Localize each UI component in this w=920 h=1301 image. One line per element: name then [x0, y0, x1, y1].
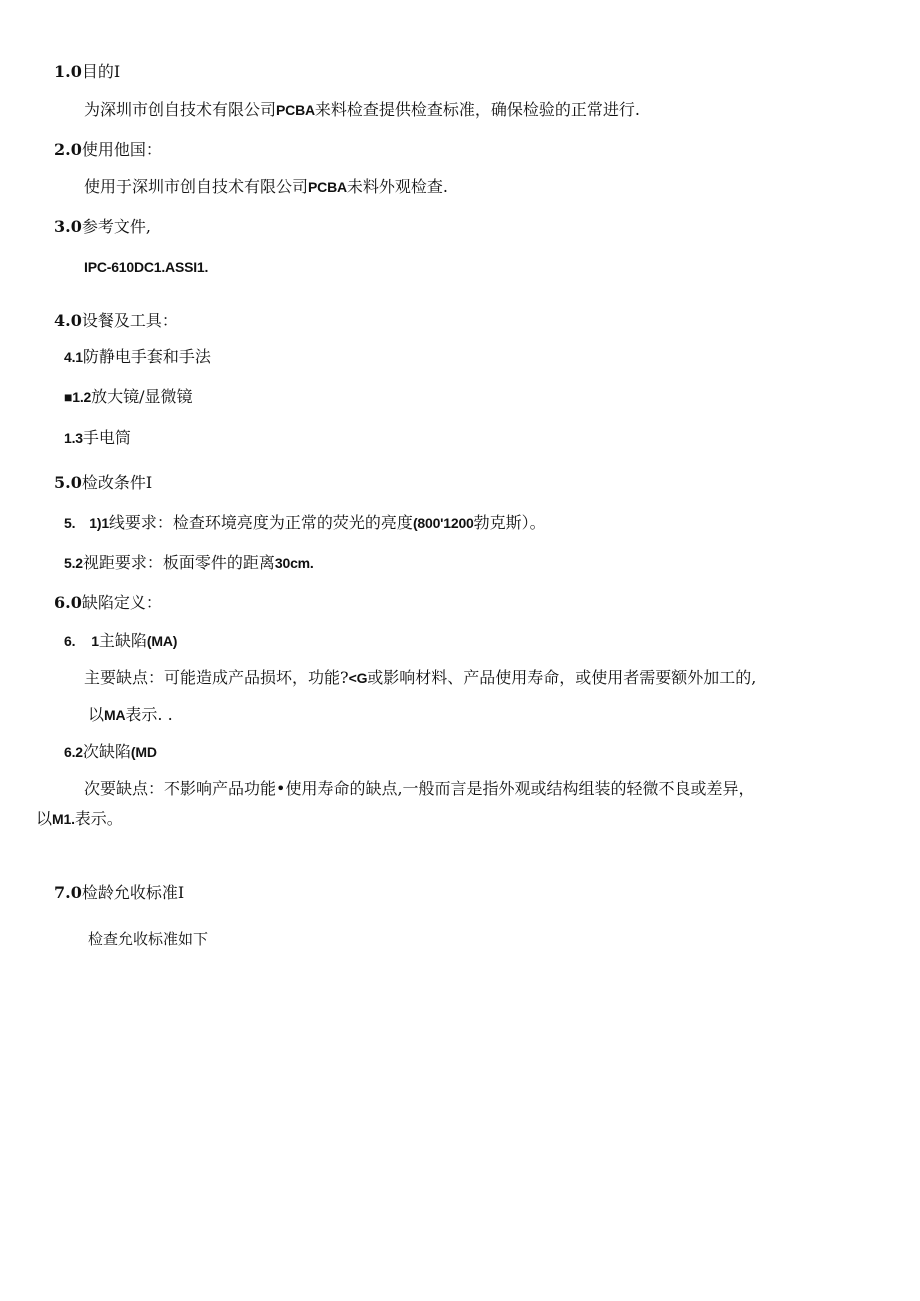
- section-3-reference: IPC-610DC1.ASSI1.: [84, 259, 209, 275]
- condition-1-sub: 1)1: [89, 515, 109, 531]
- condition-item-lighting: [64, 513, 546, 533]
- condition-2-number: 5.2: [64, 555, 83, 571]
- major-defect-desc-a: 主要缺点：可能造成产品损坏，功能?: [84, 668, 349, 687]
- section-5-number: 5.0: [54, 473, 82, 492]
- section-1-title: 目的I: [81, 62, 121, 81]
- section-1-body-a: 为深圳市创自技术有限公司: [84, 100, 277, 119]
- section-3-body: [84, 257, 208, 277]
- condition-2-text: 视距要求：板面零件的距离: [82, 553, 275, 572]
- list-item-number: 4.1: [64, 349, 83, 365]
- section-5-title: 检改条件I: [81, 473, 153, 492]
- major-defect-number-2: 1: [91, 633, 99, 649]
- condition-2-value: 30cm.: [274, 555, 314, 571]
- minor-defect-notation-c: 表示。: [74, 809, 123, 828]
- minor-defect-notation: [36, 809, 123, 829]
- minor-defect-number: 6.2: [64, 744, 83, 760]
- minor-defect-heading: [64, 742, 157, 762]
- section-4-title: 设餐及工具：: [81, 311, 178, 330]
- list-item: [64, 428, 131, 448]
- major-defect-description: [84, 668, 756, 688]
- list-item-number: ■1.2: [64, 389, 92, 405]
- major-defect-title: 主缺陷: [98, 631, 147, 650]
- minor-defect-code: (MD: [130, 744, 157, 760]
- minor-defect-title: 次缺陷: [82, 742, 131, 761]
- section-7-heading: [54, 883, 184, 903]
- section-4-number: 4.0: [54, 311, 82, 330]
- section-1-body: [84, 100, 640, 120]
- major-defect-desc-c: 或影响材料、产品使用寿命，或使用者需要额外加工的,: [367, 668, 757, 687]
- section-2-body-c: 未料外观检查.: [346, 177, 448, 196]
- list-item: [64, 347, 211, 367]
- minor-defect-notation-a: 以: [36, 809, 53, 828]
- section-3-title: 参考文件,: [81, 217, 151, 236]
- section-2-body: [84, 177, 448, 197]
- section-6-number: 6.0: [54, 593, 82, 612]
- section-6-heading: [54, 593, 162, 613]
- major-defect-heading: [64, 631, 177, 651]
- section-6-title: 缺陷定义：: [81, 593, 162, 612]
- list-item: [64, 387, 193, 407]
- minor-defect-desc: 次要缺点：不影响产品功能•使用寿命的缺点,一般而言是指外观或结构组装的轻微不良或差异，: [84, 779, 755, 798]
- condition-item-distance: [64, 553, 314, 573]
- list-item-text: 防静电手套和手法: [82, 347, 211, 366]
- section-1-body-pcba: PCBA: [276, 102, 315, 118]
- section-1-number: 1.0: [54, 62, 82, 81]
- list-item-number: 1.3: [64, 430, 83, 446]
- condition-1-number: 5.: [64, 515, 76, 531]
- major-defect-notation-code: MA: [104, 707, 126, 723]
- minor-defect-notation-code: M1.: [52, 811, 75, 827]
- section-7-text: 检查允收标准如下: [88, 930, 209, 948]
- section-2-title: 使用他国：: [81, 140, 162, 159]
- major-defect-number: 6.: [64, 633, 76, 649]
- condition-1-value: (800'1200: [412, 515, 474, 531]
- major-defect-notation-a: 以: [88, 705, 105, 724]
- section-2-heading: [54, 140, 162, 160]
- condition-1-end: 勃克斯）。: [473, 513, 546, 532]
- major-defect-desc-b: <G: [348, 670, 368, 686]
- major-defect-code: (MA): [146, 633, 178, 649]
- list-item-text: 放大镜/显微镜: [91, 387, 193, 406]
- section-2-body-a: 使用于深圳市创自技术有限公司: [84, 177, 309, 196]
- section-3-number: 3.0: [54, 217, 82, 236]
- section-7-number: 7.0: [54, 883, 82, 902]
- section-7-title: 检龄允收标准I: [81, 883, 185, 902]
- major-defect-notation-c: 表示. .: [125, 705, 173, 724]
- condition-1-text: 线要求：检查环境亮度为正常的荧光的亮度: [108, 513, 413, 532]
- minor-defect-description: [84, 779, 755, 799]
- section-4-heading: [54, 311, 178, 331]
- major-defect-notation: [88, 705, 173, 725]
- section-2-number: 2.0: [54, 140, 82, 159]
- section-7-body: [88, 929, 208, 949]
- section-1-body-c: 来料检查提供检查标准，确保检验的正常进行.: [314, 100, 640, 119]
- section-5-heading: [54, 473, 152, 493]
- section-2-body-pcba: PCBA: [308, 179, 347, 195]
- list-item-text: 手电筒: [82, 428, 131, 447]
- section-1-heading: [54, 62, 120, 82]
- section-3-heading: [54, 217, 151, 237]
